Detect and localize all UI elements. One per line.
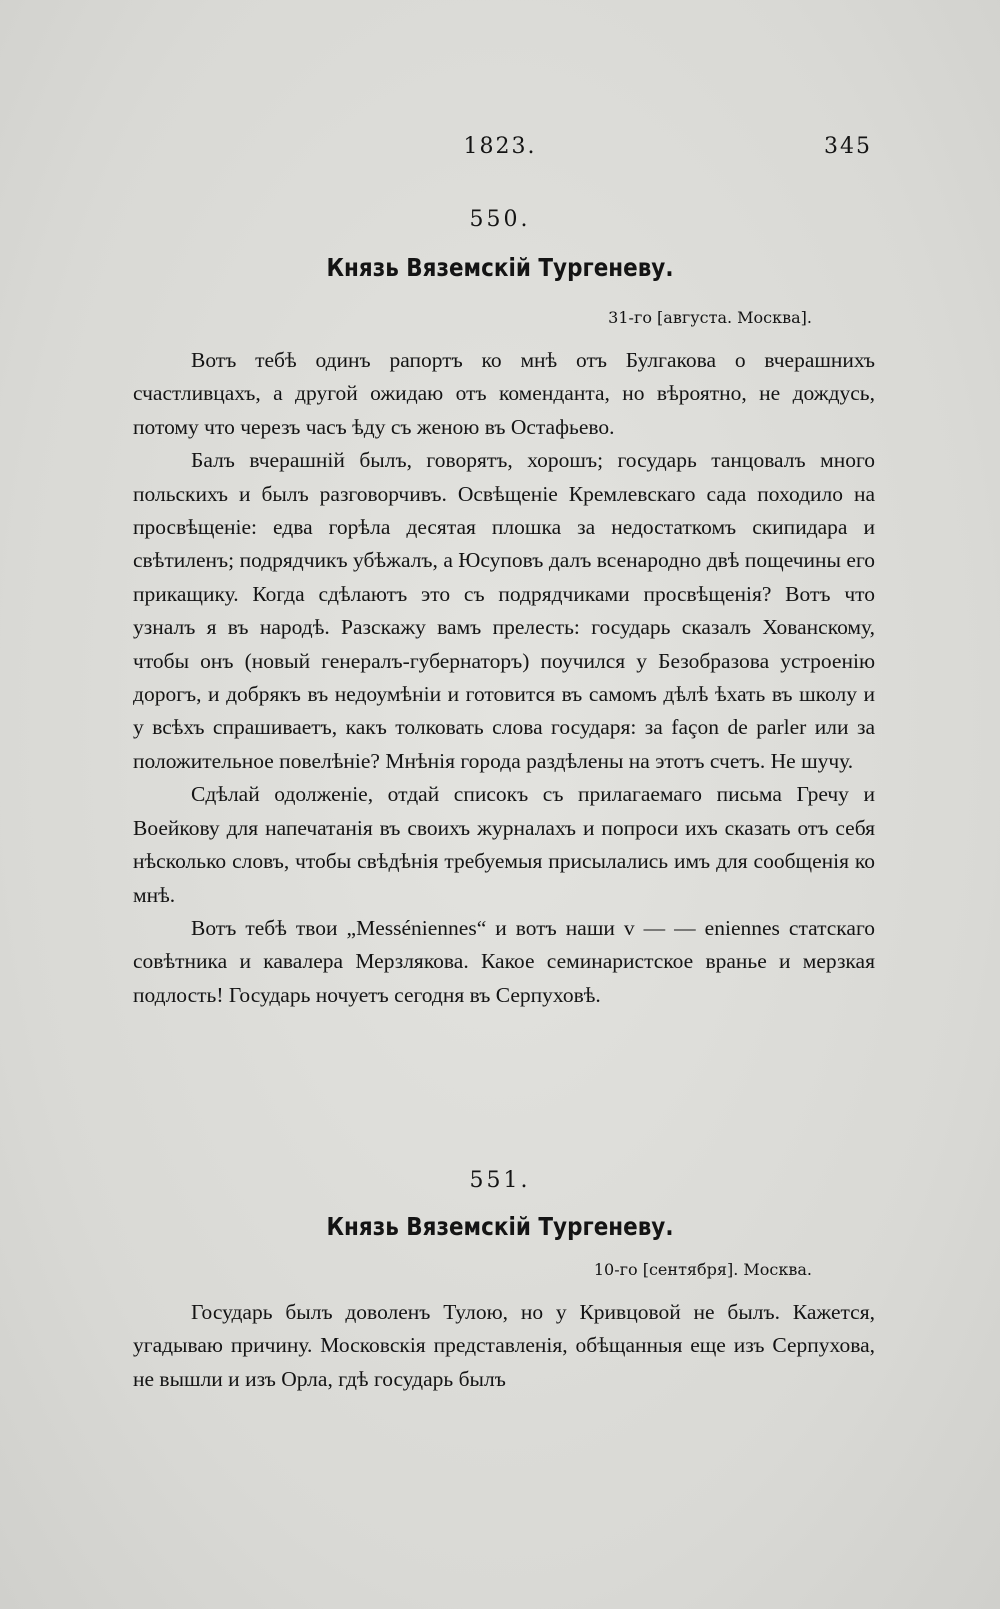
page-number: 345	[824, 134, 872, 159]
running-head-year: 1823.	[463, 134, 537, 159]
letter-dateline: 10-го [сентября]. Москва.	[593, 1260, 812, 1279]
letter-heading: Князь Вяземскій Тургеневу.	[326, 253, 674, 282]
paragraph: Вотъ тебѣ твои „Messéniennes“ и вотъ наши v — — eniennes статскаго совѣтника и кавалера Мерзлякова. Какое семинаристское вранье и мерзкая подлость! Государь ночуетъ сегодня въ Серпуховѣ.	[133, 915, 875, 1007]
paragraph: Государь былъ доволенъ Тулою, но у Кривцовой не былъ. Кажется, угадываю причину. Московскія представленія, обѣщанныя еще изъ Серпухова, не вышли и изъ Орла, гдѣ государь былъ	[133, 1300, 875, 1391]
paragraph: Балъ вчерашній былъ, говорятъ, хорошъ; государь танцовалъ много польскихъ и былъ разговорчивъ. Освѣщеніе Кремлевскаго сада походило на просвѣщеніе: едва горѣла десятая плошка за недостаткомъ скипидара и свѣтиленъ; подрядчикъ убѣжалъ, а Юсуповъ далъ всенародно двѣ пощечины его прикащику. Когда сдѣлаютъ это съ подрядчиками просвѣщенія? Вотъ что узналъ я въ народѣ. Разскажу вамъ прелесть: государь сказалъ Хованскому, чтобы онъ (новый генералъ-губернаторъ) поучился у Безобразова устроенію дорогъ, и добрякъ въ недоумѣніи и готовится въ самомъ дѣлѣ ѣхать въ школу и у всѣхъ спрашиваетъ, какъ толковать слова государя: за façon de parler или за положительное повелѣніе? Мнѣнія города раздѣлены на этотъ счетъ. Не шучу.	[133, 448, 875, 773]
paragraph: Вотъ тебѣ одинъ рапортъ ко мнѣ отъ Булгакова о вчерашнихъ счастливцахъ, а другой ожидаю отъ коменданта, но вѣроятно, не дождусь, потому что черезъ часъ ѣду съ женою въ Остафьево.	[133, 348, 875, 439]
letter-heading: Князь Вяземскій Тургеневу.	[326, 1212, 674, 1241]
running-head	[0, 134, 1000, 164]
letter-number: 550.	[469, 207, 531, 232]
letter-dateline: 31-го [августа. Москва].	[608, 308, 812, 327]
paragraph: Сдѣлай одолженіе, отдай списокъ съ прилагаемаго письма Гречу и Воейкову для напечатанія въ своихъ журналахъ и попроси ихъ сказать отъ себя нѣсколько словъ, чтобы свѣдѣнія требуемыя присылались имъ для сообщенія ко мнѣ.	[133, 782, 875, 907]
letter-number: 551.	[469, 1168, 531, 1193]
letter-body	[133, 344, 875, 1012]
letter-body	[133, 1296, 875, 1396]
